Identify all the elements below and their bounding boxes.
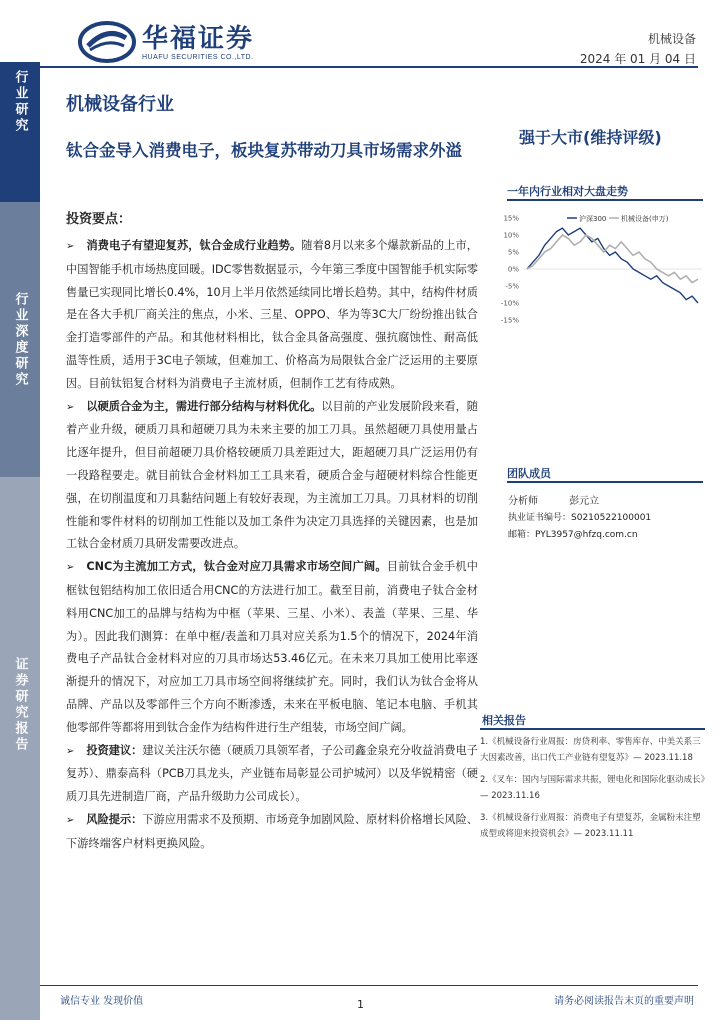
header-date: 2024 年 01 月 04 日 — [579, 52, 696, 66]
industry-title: 机械设备行业 — [66, 94, 174, 115]
key-point-text: 建议关注沃尔德（硬质刀具领军者，子公司鑫金泉充分收益消费电子复苏）、鼎泰高科（PCB刀具龙头，产业链布局彰显公司护城河）以及华锐精密（硬质刀具先进制造厂商，产品升级助力公司成长）。 — [66, 743, 478, 804]
key-point-text: 以目前的产业发展阶段来看，随着产业升级，硬质刀具和超硬刀具为未来主要的加工刀具。虽然超硬刀具使用量占比逐年提升，但目前超硬刀具价格较硬质刀具差距过大，距超硬刀具广泛运用仍有一段路程要走。就目前钛合金材料加工工具来看，硬质合金与超硬材料综合性能更强，在切削温度和刀具黏结问题上有较好表现，为主流加工刀具。刀具材料的切削性能和零件材料的切削加工性能以及加工条件为决定刀具选择的关键因素，也是加工钛合金材质刀具研发需要改进点。 — [66, 399, 478, 551]
report-headline: 钛合金导入消费电子，板块复苏带动刀具市场需求外溢 — [66, 141, 462, 160]
side-strip — [0, 62, 40, 1020]
arrow-bullet-icon: ➢ — [66, 241, 75, 252]
analyst-email[interactable]: 邮箱：PYL3957@hfzq.com.cn — [508, 530, 638, 540]
key-point-paragraph — [66, 740, 478, 809]
rating-label: 强于大市(维持评级) — [519, 128, 662, 147]
header-divider — [40, 66, 698, 68]
legend-label-machinery: 机械设备(申万) — [621, 215, 669, 223]
y-tick-label: -5% — [505, 282, 519, 291]
analyst-name: 彭元立 — [569, 496, 600, 507]
key-point-heading: 风险提示： — [86, 812, 143, 826]
y-tick-label: 15% — [503, 214, 519, 223]
key-point-heading: CNC为主流加工方式，钛合金对应刀具需求市场空间广阔。 — [86, 560, 387, 574]
relative-performance-chart — [497, 208, 707, 328]
logo-cn: 华福证券 — [142, 23, 255, 54]
series-line-0 — [527, 228, 698, 303]
main-content — [66, 208, 478, 856]
related-report-item[interactable]: 3.《机械设备行业周报：消费电子有望复苏，金属粉末注塑成型或将迎来投资机会》— 2023.11.11 — [480, 813, 701, 839]
footer-divider — [40, 985, 698, 986]
analyst-row — [508, 492, 599, 507]
related-report-item[interactable]: 2.《叉车：国内与国际需求共振，锂电化和国际化驱动成长》— 2023.11.16 — [480, 775, 705, 801]
y-tick-label: -15% — [500, 316, 519, 325]
page-number: 1 — [357, 998, 364, 1011]
legend-label-hs300: 沪深300 — [579, 215, 607, 223]
footer-slogan: 诚信专业 发现价值 — [60, 996, 144, 1007]
team-section-divider — [507, 481, 703, 483]
team-section-title: 团队成员 — [507, 467, 551, 480]
key-point-paragraph — [66, 396, 478, 557]
company-logo — [78, 20, 254, 64]
header-category: 机械设备 — [647, 32, 696, 46]
key-point-text: 目前钛合金手机中框钛包铝结构加工依旧适合用CNC的方法进行加工。截至目前，消费电子钛合金材料用CNC加工的品牌与结构为中框（苹果、三星、小米）、表盖（苹果、三星、华为）。因此我们测算：在单中框/表盖和刀具对应关系为1.5个的情况下，2024年消费电子产品钛合金材料对应的刀具市场达53.46亿元。在未来刀具加工使用比率逐渐提升的情况下，对应加工刀具市场空间将继续扩充。同时，我们认为钛合金将从品牌、产品以及零部件三个方向不断渗透，未来在平板电脑、笔记本电脑、手机其他零部件等都将用到钛合金作为结构件进行生产组装，市场空间广阔。 — [66, 560, 478, 734]
related-report-item[interactable]: 1.《机械设备行业周报：房贷利率、零售库存、中美关系三大因素改善，出口代工产业链有望复苏》— 2023.11.18 — [480, 737, 701, 763]
logo-en: HUAFU SECURITIES CO.,LTD. — [142, 53, 254, 61]
side-label-securities-report: 证券研究报告 — [0, 477, 40, 1020]
chart-svg — [497, 208, 707, 328]
key-point-text: 下游应用需求不及预期、市场竞争加剧风险、原材料价格增长风险、下游终端客户材料更换风险。 — [66, 812, 478, 850]
analyst-license: 执业证书编号：S0210522100001 — [508, 513, 652, 523]
key-point-paragraph — [66, 556, 478, 739]
key-points-title: 投资要点： — [66, 212, 132, 227]
related-reports-title: 相关报告 — [482, 714, 526, 727]
analyst-label: 分析师 — [508, 496, 538, 507]
key-point-heading: 投资建议： — [86, 743, 143, 757]
y-tick-label: 10% — [503, 231, 519, 240]
footer-disclaimer: 请务必阅读报告末页的重要声明 — [554, 996, 694, 1007]
y-tick-label: 0% — [507, 265, 519, 274]
chart-section-divider — [507, 199, 703, 201]
related-reports-divider — [480, 728, 705, 730]
y-tick-label: -10% — [500, 299, 519, 308]
arrow-bullet-icon: ➢ — [66, 814, 75, 826]
key-point-text: 随着8月以来多个爆款新品的上市，中国智能手机市场热度回暖。IDC零售数据显示，今年第三季度中国智能手机实际零售量已实现同比增长0.4%，10月上半月依然延续同比增长趋势。其中，结构件材质是在各大手机厂商关注的焦点，小米、三星、OPPO、华为等3C大厂纷纷推出钛合金打造零部件的产品。和其他材料相比，钛合金具备高强度、强抗腐蚀性、耐高低温等性质，适用于3C电子领域，但难加工、价格高为局限钛合金广泛运用的主要原因。目前钛铝复合材料为消费电子主流材质，但制作工艺有待成熟。 — [66, 239, 478, 390]
chart-section-title: 一年内行业相对大盘走势 — [507, 185, 628, 198]
key-point-paragraph — [66, 809, 478, 856]
logo-mark-icon — [78, 20, 136, 64]
side-label-deep-research: 行业深度研究 — [0, 202, 40, 477]
key-point-heading: 以硬质合金为主，需进行部分结构与材料优化。 — [86, 399, 322, 413]
related-reports-list — [480, 734, 705, 848]
arrow-bullet-icon: ➢ — [66, 401, 75, 413]
key-point-paragraph — [66, 235, 478, 396]
y-tick-label: 5% — [507, 248, 519, 257]
key-point-heading: 消费电子有望迎复苏，钛合金成行业趋势。 — [86, 239, 302, 252]
arrow-bullet-icon: ➢ — [66, 745, 75, 757]
arrow-bullet-icon: ➢ — [66, 562, 75, 574]
side-label-industry-research: 行业研究 — [0, 62, 40, 202]
series-line-1 — [527, 235, 698, 283]
